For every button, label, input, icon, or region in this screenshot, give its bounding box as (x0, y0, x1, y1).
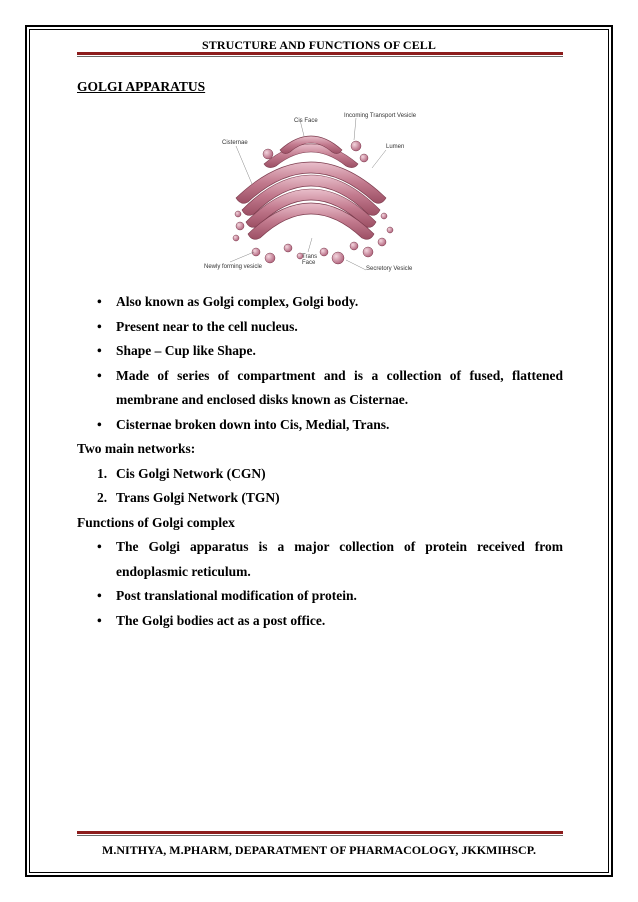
bullet-icon: • (97, 612, 102, 628)
bullet-icon: • (97, 318, 102, 334)
bullet-icon: • (97, 367, 102, 383)
label-trans: Trans (302, 254, 318, 260)
list-item: • Shape – Cup like Shape. (77, 339, 563, 364)
list-item: • Present near to the cell nucleus. (77, 315, 563, 340)
label-face: Face (302, 260, 316, 266)
label-cisternae: Cisternae (222, 140, 248, 146)
golgi-apparatus-diagram (196, 106, 426, 278)
list-number: 1. (97, 465, 108, 481)
list-item: 1. Cis Golgi Network (CGN) (77, 462, 563, 487)
list-item: • The Golgi bodies act as a post office. (77, 609, 563, 634)
list-item: • Cisternae broken down into Cis, Medial, Trans. (77, 413, 563, 438)
bullet-icon: • (97, 588, 102, 603)
bullet-list-functions (77, 535, 563, 633)
bullet-icon: • (97, 343, 102, 358)
section-heading: GOLGI APPARATUS (77, 79, 206, 94)
list-item: • Also known as Golgi complex, Golgi body. (77, 290, 563, 315)
main-content (77, 290, 563, 633)
footer-rule-red (77, 831, 563, 834)
bullet-icon: • (97, 294, 102, 309)
footer-rule-gray (77, 835, 563, 836)
header-rule-gray (77, 56, 563, 57)
list-number: 2. (97, 490, 108, 505)
list-item: • The Golgi apparatus is a major collection of protein received from endoplasmic reticulum. (77, 535, 563, 584)
list-item: • Made of series of compartment and is a collection of fused, flattened membrane and enclosed disks known as Cisternae. (77, 364, 563, 413)
bullet-list-features (77, 290, 563, 437)
header-title: STRUCTURE AND FUNCTIONS OF CELL (201, 38, 437, 52)
header-rule-red (77, 52, 563, 55)
label-newly-forming: Newly forming vesicle (204, 264, 263, 270)
label-cis-face: Cis Face (294, 118, 318, 124)
functions-heading: Functions of Golgi complex (77, 514, 235, 530)
list-item: 2. Trans Golgi Network (TGN) (77, 486, 563, 511)
networks-heading: Two main networks: (77, 441, 196, 456)
label-incoming-vesicle: Incoming Transport Vesicle (344, 113, 417, 119)
footer-text: M.NITHYA, M.PHARM, DEPARATMENT OF PHARMACOLOGY, JKKMIHSCP. (102, 843, 536, 857)
label-lumen: Lumen (386, 144, 405, 150)
bullet-icon: • (97, 416, 102, 432)
bullet-icon: • (97, 539, 102, 554)
list-item: • Post translational modification of protein. (77, 584, 563, 609)
cisternae-stack (236, 136, 386, 239)
label-secretory: Secretory Vesicle (366, 266, 413, 272)
